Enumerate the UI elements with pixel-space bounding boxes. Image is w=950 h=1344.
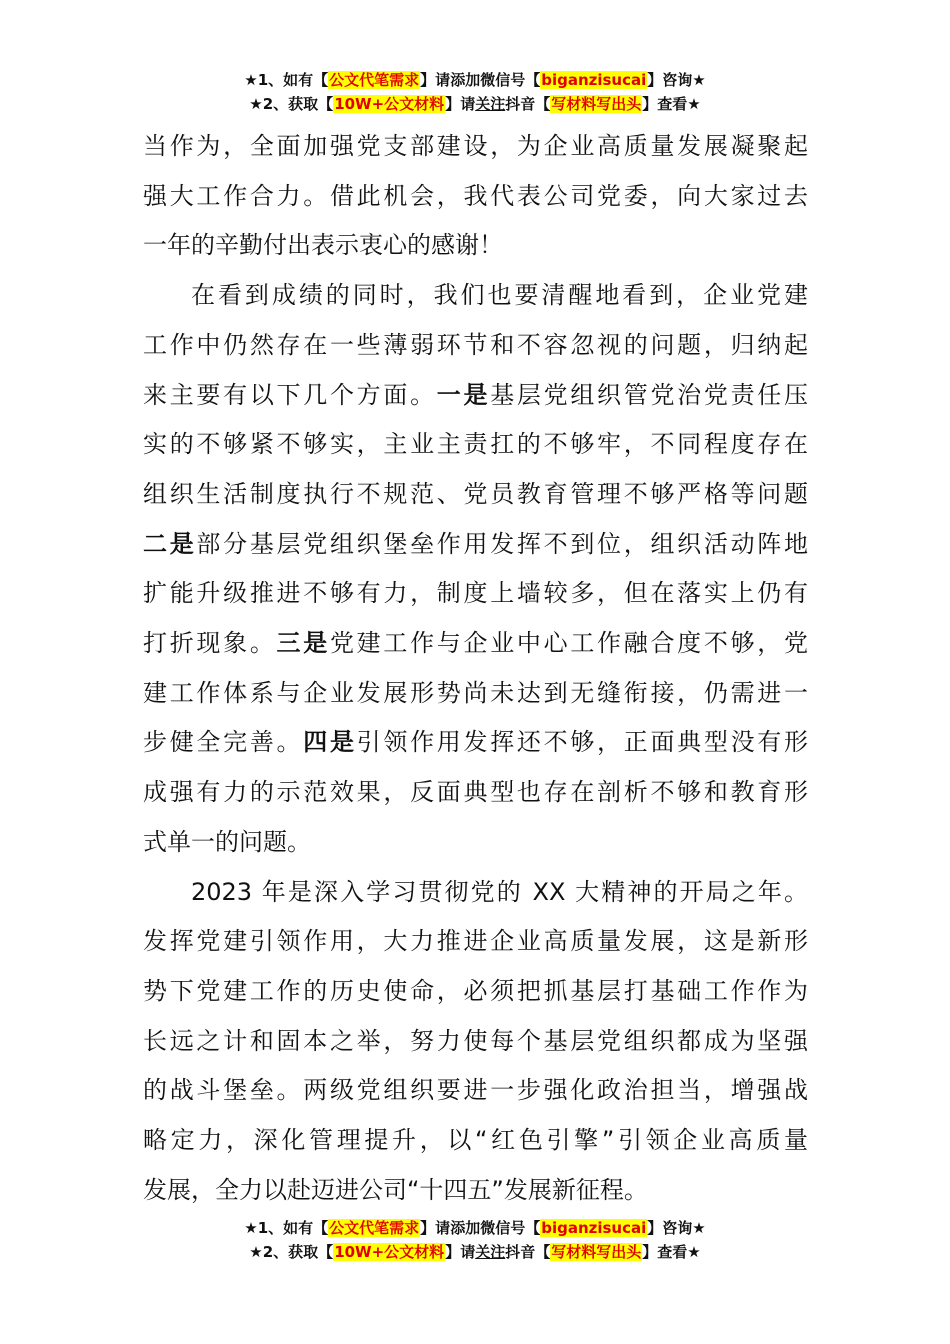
banner-highlight: 10W+公文材料 — [334, 95, 445, 113]
paragraph-1 — [143, 122, 808, 271]
banner-line-1 — [0, 1216, 950, 1240]
banner-highlight: biganzisucai — [541, 71, 647, 89]
banner-text: 】请 — [445, 1243, 476, 1261]
paragraph-2 — [143, 271, 808, 867]
header-banner — [0, 68, 950, 116]
text-line: 长远之计和固本之举，努力使每个基层党组织都成为坚强 — [143, 1026, 808, 1055]
banner-highlight: 公文代笔需求 — [329, 71, 420, 89]
text-line: 发挥党建引领作用，大力推进企业高质量发展，这是新形 — [143, 927, 808, 956]
banner-highlight: 写材料写出头 — [551, 95, 642, 113]
banner-text: 抖音【 — [505, 1243, 551, 1261]
text-line: 建工作体系与企业发展形势尚未达到无缝衔接，仍需进一 — [143, 678, 808, 707]
banner-text: 】咨询★ — [647, 1219, 706, 1237]
text-line: 当作为，全面加强党支部建设，为企业高质量发展凝聚起 — [143, 132, 808, 160]
banner-text: 微信号【 — [480, 1219, 541, 1237]
banner-text: 】查看★ — [642, 1243, 701, 1261]
banner-text: 微信号【 — [480, 71, 541, 89]
banner-text: ★2、获取【 — [249, 1243, 334, 1261]
text-line — [143, 718, 808, 768]
banner-line-2 — [0, 92, 950, 116]
banner-line-1 — [0, 68, 950, 92]
footer-banner — [0, 1216, 950, 1264]
banner-text: ★1、如有【 — [244, 1219, 329, 1237]
text-line: 2023 年是深入学习贯彻党的 XX 大精神的开局之年。 — [191, 877, 808, 906]
banner-highlight: biganzisucai — [541, 1219, 647, 1237]
banner-line-2 — [0, 1240, 950, 1264]
paragraph-3 — [143, 868, 808, 1216]
text-line: 势下党建工作的历史使命，必须把抓基层打基础工作作为 — [143, 976, 808, 1005]
text-line: 组织生活制度执行不规范、党员教育管理不够严格等问题 — [143, 479, 808, 508]
banner-text: ★2、获取【 — [249, 95, 334, 113]
text-line: 式单一的问题。 — [143, 827, 311, 856]
text-line: 在看到成绩的同时，我们也要清醒地看到，企业党建 — [191, 281, 808, 310]
banner-text: 添加 — [450, 71, 481, 89]
text-line: 一年的辛勤付出表示衷心的感谢！ — [143, 231, 503, 260]
banner-text: 关注 — [475, 1243, 506, 1261]
text-run: 打折现象。 — [143, 629, 277, 658]
text-line — [143, 520, 808, 570]
banner-text: 添加 — [450, 1219, 481, 1237]
text-line: 发展，全力以赴迈进公司“十四五”发展新征程。 — [143, 1175, 648, 1204]
banner-text: 】咨询★ — [647, 71, 706, 89]
text-line: 强大工作合力。借此机会，我代表公司党委，向大家过去 — [143, 181, 808, 210]
bold-label: 四是 — [303, 728, 357, 757]
banner-text: 抖音【 — [505, 95, 551, 113]
banner-highlight: 10W+公文材料 — [334, 1243, 445, 1261]
document-body — [143, 122, 808, 1215]
banner-highlight: 写材料写出头 — [551, 1243, 642, 1261]
banner-text: 】查看★ — [642, 95, 701, 113]
banner-text: ★1、如有【 — [244, 71, 329, 89]
bold-label: 三是 — [276, 629, 330, 658]
text-run: 来主要有以下几个方面。 — [143, 380, 437, 409]
text-line: 成强有力的示范效果，反面典型也存在剖析不够和教育形 — [143, 778, 808, 807]
banner-text: 关注 — [475, 95, 506, 113]
text-run: 步健全完善。 — [143, 728, 304, 757]
banner-text: 】请 — [445, 95, 476, 113]
text-line — [143, 619, 808, 669]
bold-label: 二是 — [143, 529, 197, 558]
text-line: 的战斗堡垒。两级党组织要进一步强化政治担当，增强战 — [143, 1076, 808, 1105]
text-run: 党建工作与企业中心工作融合度不够，党 — [329, 629, 809, 658]
text-line: 实的不够紧不够实，主业主责扛的不够牢，不同程度存在 — [143, 430, 808, 459]
text-run: 基层党组织管党治党责任压 — [490, 380, 809, 409]
banner-text: 】请 — [420, 71, 451, 89]
bold-label: 一是 — [436, 380, 491, 409]
text-line: 工作中仍然存在一些薄弱环节和不容忽视的问题，归纳起 — [143, 330, 808, 359]
banner-highlight: 公文代笔需求 — [329, 1219, 420, 1237]
banner-text: 】请 — [420, 1219, 451, 1237]
text-line: 扩能升级推进不够有力，制度上墙较多，但在落实上仍有 — [143, 579, 808, 608]
text-run: 引领作用发挥还不够，正面典型没有形 — [356, 728, 809, 757]
text-run: 部分基层党组织堡垒作用发挥不到位，组织活动阵地 — [196, 529, 809, 558]
text-line: 略定力，深化管理提升，以“红色引擎”引领企业高质量 — [143, 1126, 808, 1155]
text-line — [143, 371, 808, 421]
